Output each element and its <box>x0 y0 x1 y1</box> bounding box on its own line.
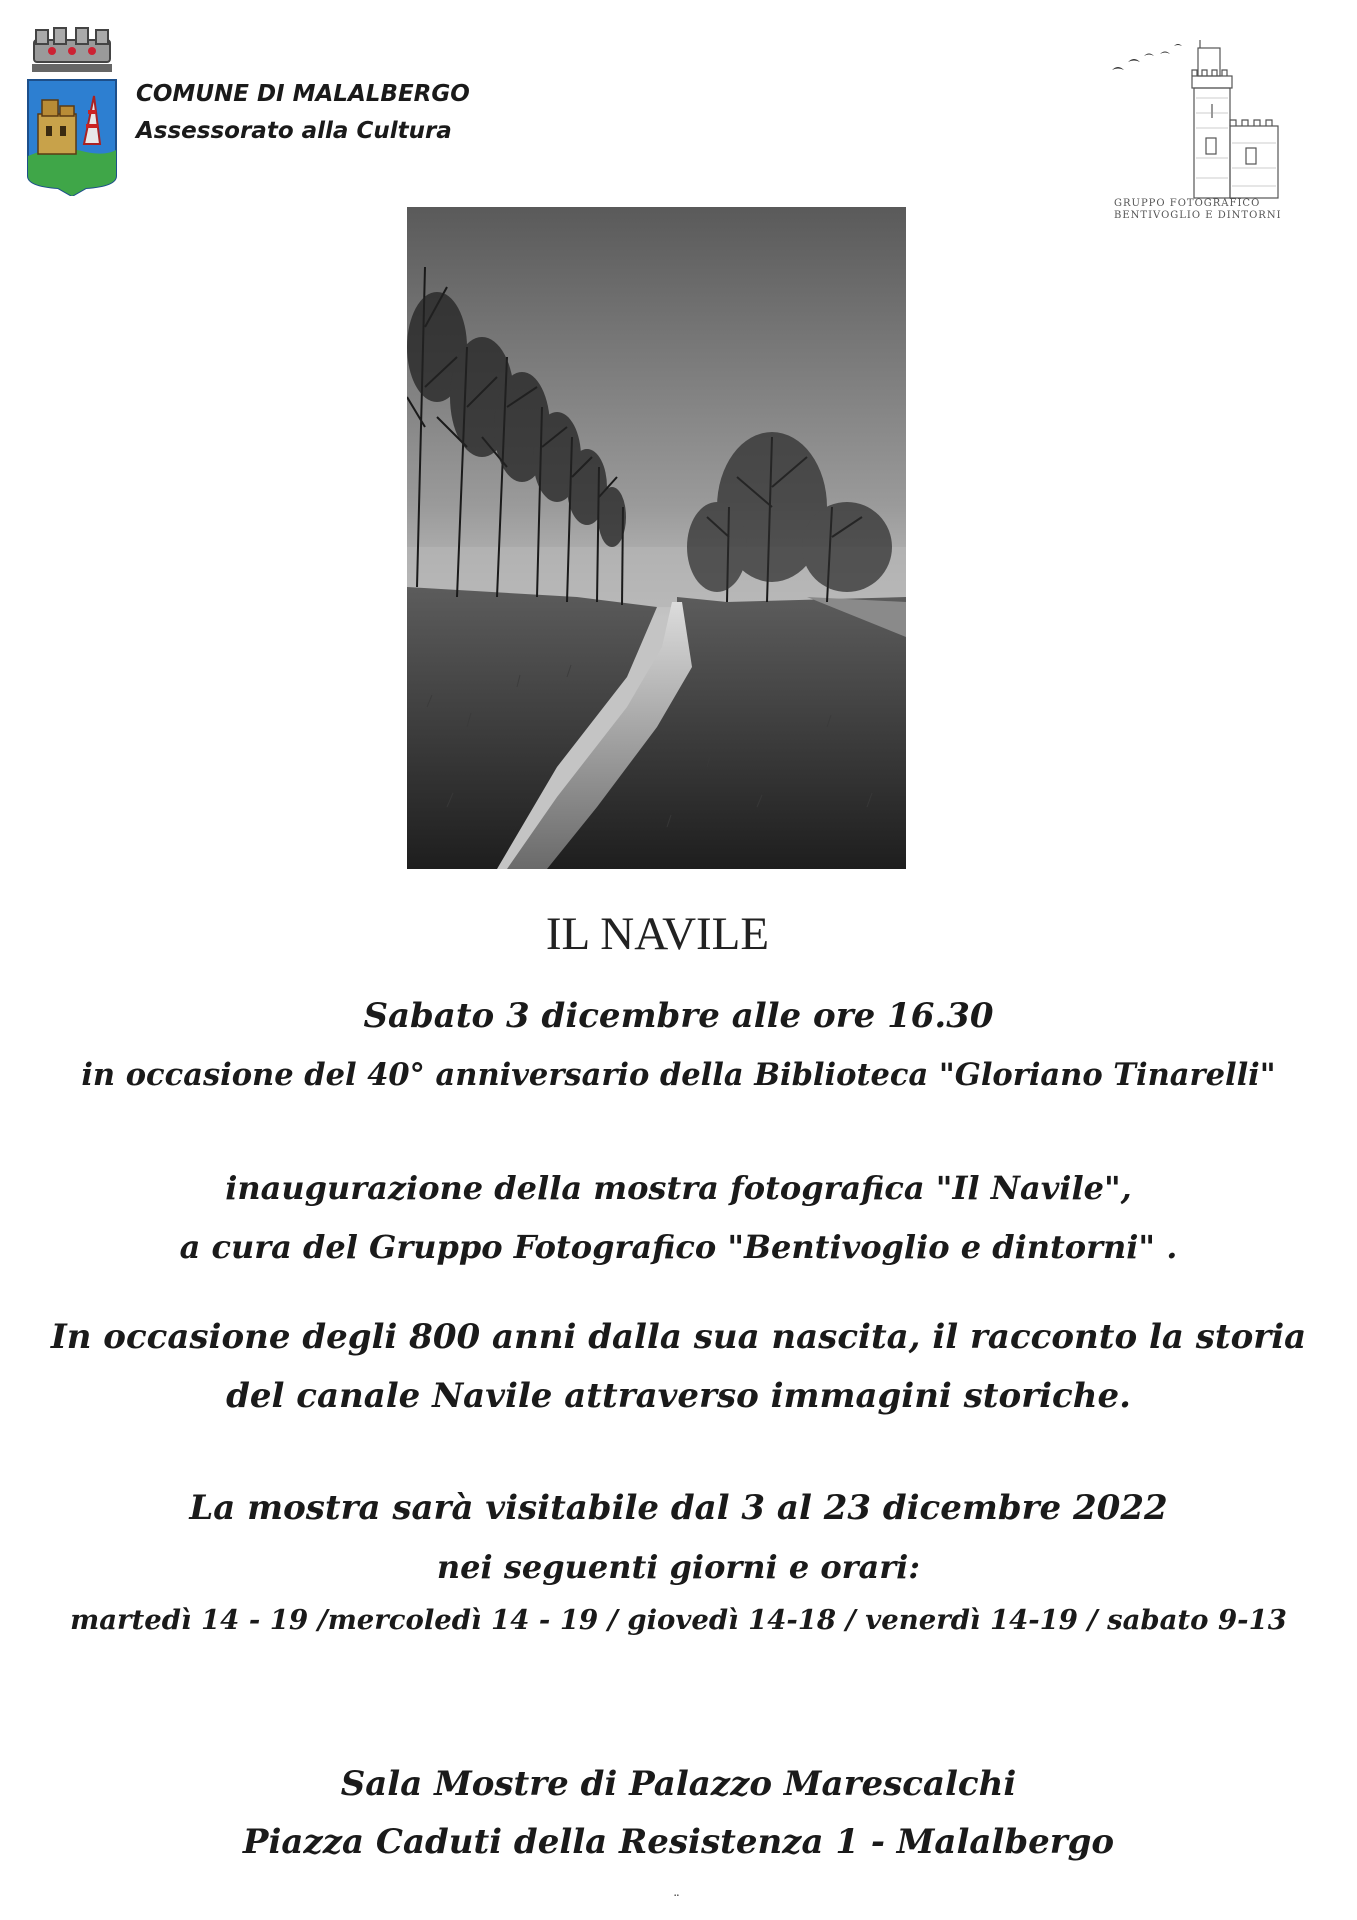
header-block <box>136 76 470 150</box>
navile-canal-photo <box>407 207 906 869</box>
municipality-name: COMUNE DI MALALBERGO <box>136 81 470 107</box>
logo-caption: BENTIVOGLIO E DINTORNI <box>1114 210 1282 221</box>
history-text-line-2: del canale Navile attraverso immagini storiche. <box>226 1376 1131 1416</box>
birds-icon <box>1112 44 1182 70</box>
event-occasion: in occasione del 40° anniversario della Biblioteca "Gloriano Tinarelli" <box>81 1057 1276 1093</box>
municipality-crest-logo <box>26 26 118 196</box>
schedule-intro: nei seguenti giorni e orari: <box>436 1548 921 1586</box>
visit-period: La mostra sarà visitabile dal 3 al 23 dicembre 2022 <box>189 1488 1168 1528</box>
venue-address: Piazza Caduti della Resistenza 1 - Malalbergo <box>242 1822 1115 1862</box>
venue-name: Sala Mostre di Palazzo Marescalchi <box>340 1764 1017 1804</box>
curator-text: a cura del Gruppo Fotografico "Bentivoglio e dintorni" . <box>179 1228 1178 1266</box>
inauguration-text: inaugurazione della mostra fotografica "Il Navile", <box>225 1169 1132 1207</box>
opening-hours: martedì 14 - 19 /mercoledì 14 - 19 / giovedì 14-18 / venerdì 14-19 / sabato 9-13 <box>70 1604 1287 1636</box>
exhibition-title: IL NAVILE <box>545 908 770 960</box>
photo-group-logo <box>1100 18 1320 233</box>
logo-subcaption: GRUPPO FOTOGRAFICO <box>1114 198 1261 209</box>
department-name: Assessorato alla Cultura <box>136 118 452 144</box>
history-text-line-1: In occasione degli 800 anni dalla sua nascita, il racconto la storia <box>50 1317 1307 1357</box>
event-date: Sabato 3 dicembre alle ore 16.30 <box>363 996 994 1036</box>
footer-mark: ¨ <box>673 1893 680 1909</box>
